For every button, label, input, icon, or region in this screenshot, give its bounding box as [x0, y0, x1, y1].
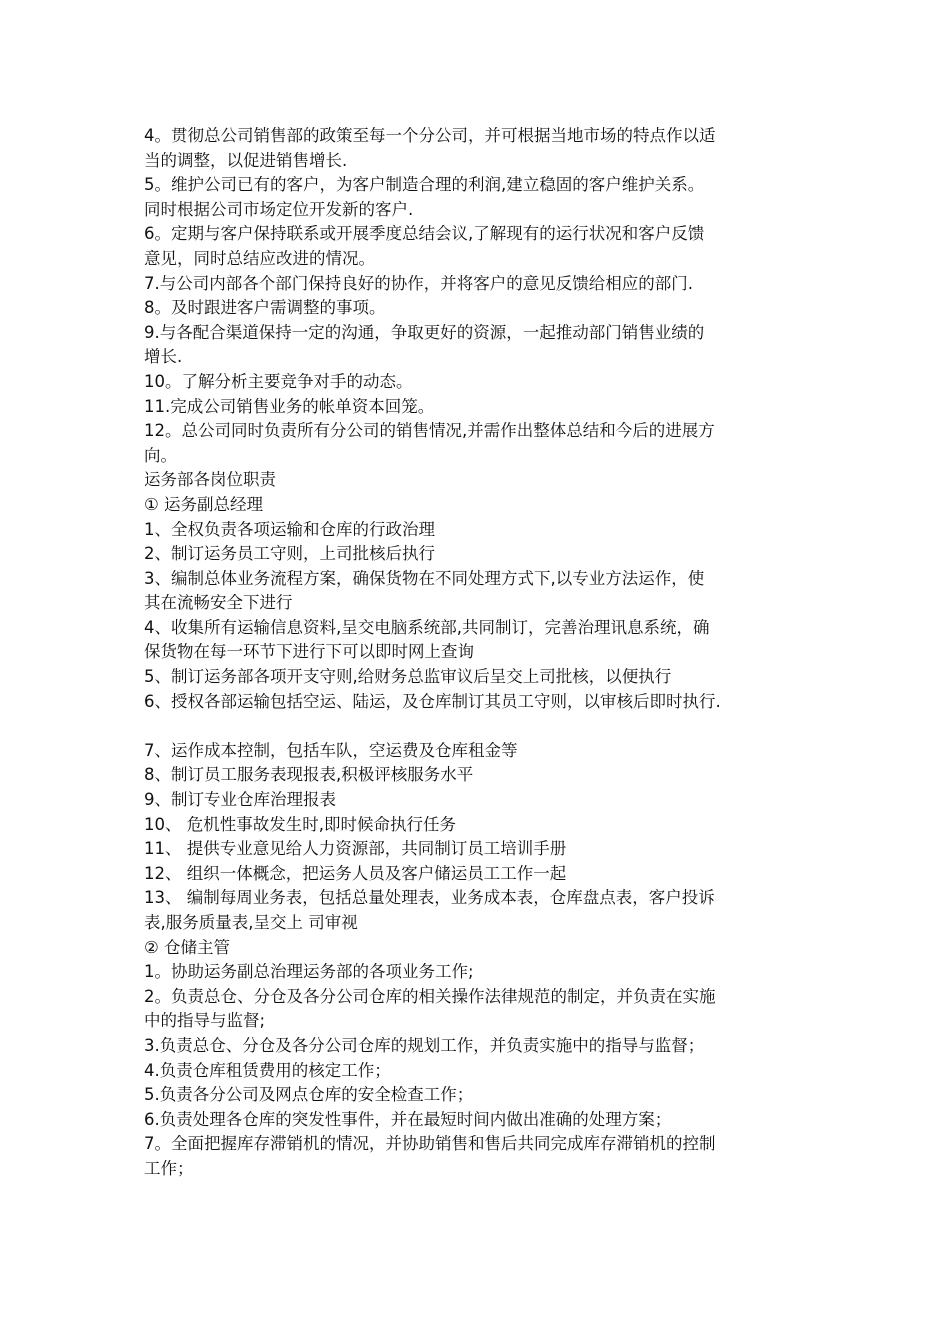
blank-line: [144, 714, 820, 739]
text-line: 1。协助运务副总治理运务部的各项业务工作;: [144, 962, 474, 982]
text-line: 3、编制总体业务流程方案，确保货物在不同处理方式下,以专业方法运作，使: [144, 568, 705, 588]
text-line: 7.与公司内部各个部门保持良好的协作，并将客户的意见反馈给相应的部门.: [144, 273, 693, 293]
text-line: 7。全面把握库存滞销机的情况，并协助销售和售后共同完成库存滞销机的控制: [144, 1134, 716, 1154]
text-line: 2。负责总仓、分仓及各分公司仓库的相关操作法律规范的制定，并负责在实施: [144, 986, 716, 1006]
text-line: 9.与各配合渠道保持一定的沟通，争取更好的资源，一起推动部门销售业绩的: [144, 322, 705, 342]
text-line: 保货物在每一环节下进行下可以即时网上查询: [144, 642, 474, 662]
text-line: 向。: [144, 445, 177, 465]
text-line: 6。定期与客户保持联系或开展季度总结会议,了解现有的运行状况和客户反馈: [144, 224, 705, 244]
text-line: 工作；: [144, 1158, 194, 1178]
text-line: 6.负责处理各仓库的突发性事件，并在最短时间内做出准确的处理方案；: [144, 1109, 672, 1129]
text-line: 8。及时跟进客户需调整的事项。: [144, 298, 386, 318]
text-line: 8、制订员工服务表现报表,积极评核服务水平: [144, 765, 474, 785]
text-line: 9、制订专业仓库治理报表: [144, 790, 336, 810]
text-line: 12。总公司同时负责所有分公司的销售情况,并需作出整体总结和今后的进展方: [144, 421, 715, 441]
text-line: 10、 危机性事故发生时,即时候命执行任务: [144, 814, 456, 834]
text-line: 1、全权负责各项运输和仓库的行政治理: [144, 519, 435, 539]
text-line: 5、制订运务部各项开支守则,给财务总监审议后呈交上司批核，以便执行: [144, 667, 672, 687]
text-line: 13、 编制每周业务表，包括总量处理表，业务成本表，仓库盘点表，客户投诉: [144, 888, 715, 908]
text-line: 4。贯彻总公司销售部的政策至每一个分公司，并可根据当地市场的特点作以适: [144, 126, 716, 145]
text-line: 4、收集所有运输信息资料,呈交电脑系统部,共同制订，完善治理讯息系统，确: [144, 617, 710, 637]
text-line: 7、运作成本控制，包括车队，空运费及仓库租金等: [144, 740, 518, 760]
text-line: 10。了解分析主要竞争对手的动态。: [144, 371, 413, 391]
document-body: [144, 124, 820, 1182]
text-line: 6、授权各部运输包括空运、陆运，及仓库制订其员工守则，以审核后即时执行.: [144, 691, 721, 711]
text-line: 2、制订运务员工守则，上司批核后执行: [144, 544, 435, 564]
text-line: 意见，同时总结应改进的情况。: [144, 248, 375, 268]
text-line: 4.负责仓库租赁费用的核定工作；: [144, 1060, 391, 1080]
text-line: 同时根据公司市场定位开发新的客户.: [144, 199, 414, 219]
text-line: 当的调整，以促进销售增长.: [144, 150, 348, 170]
text-line: 11.完成公司销售业务的帐单资本回笼。: [144, 396, 435, 416]
text-line: 3.负责总仓、分仓及各分公司仓库的规划工作，并负责实施中的指导与监督；: [144, 1035, 705, 1055]
text-line: 5.负责各分公司及网点仓库的安全检查工作；: [144, 1085, 474, 1105]
text-line: ② 仓储主管: [144, 937, 231, 957]
text-line: 12、 组织一体概念，把运务人员及客户储运员工工作一起: [144, 863, 567, 883]
text-line: 其在流畅安全下进行: [144, 593, 293, 613]
text-line: 表,服务质量表,呈交上 司审视: [144, 913, 358, 932]
text-line: ① 运务副总经理: [144, 494, 264, 514]
text-line: 运务部各岗位职责: [144, 470, 276, 490]
text-line: 中的指导与监督;: [144, 1011, 266, 1031]
text-line: 11、 提供专业意见给人力资源部，共同制订员工培训手册: [144, 839, 567, 859]
text-line: 5。维护公司已有的客户，为客户制造合理的利润,建立稳固的客户维护关系。: [144, 175, 705, 195]
text-line: 增长.: [144, 347, 183, 367]
